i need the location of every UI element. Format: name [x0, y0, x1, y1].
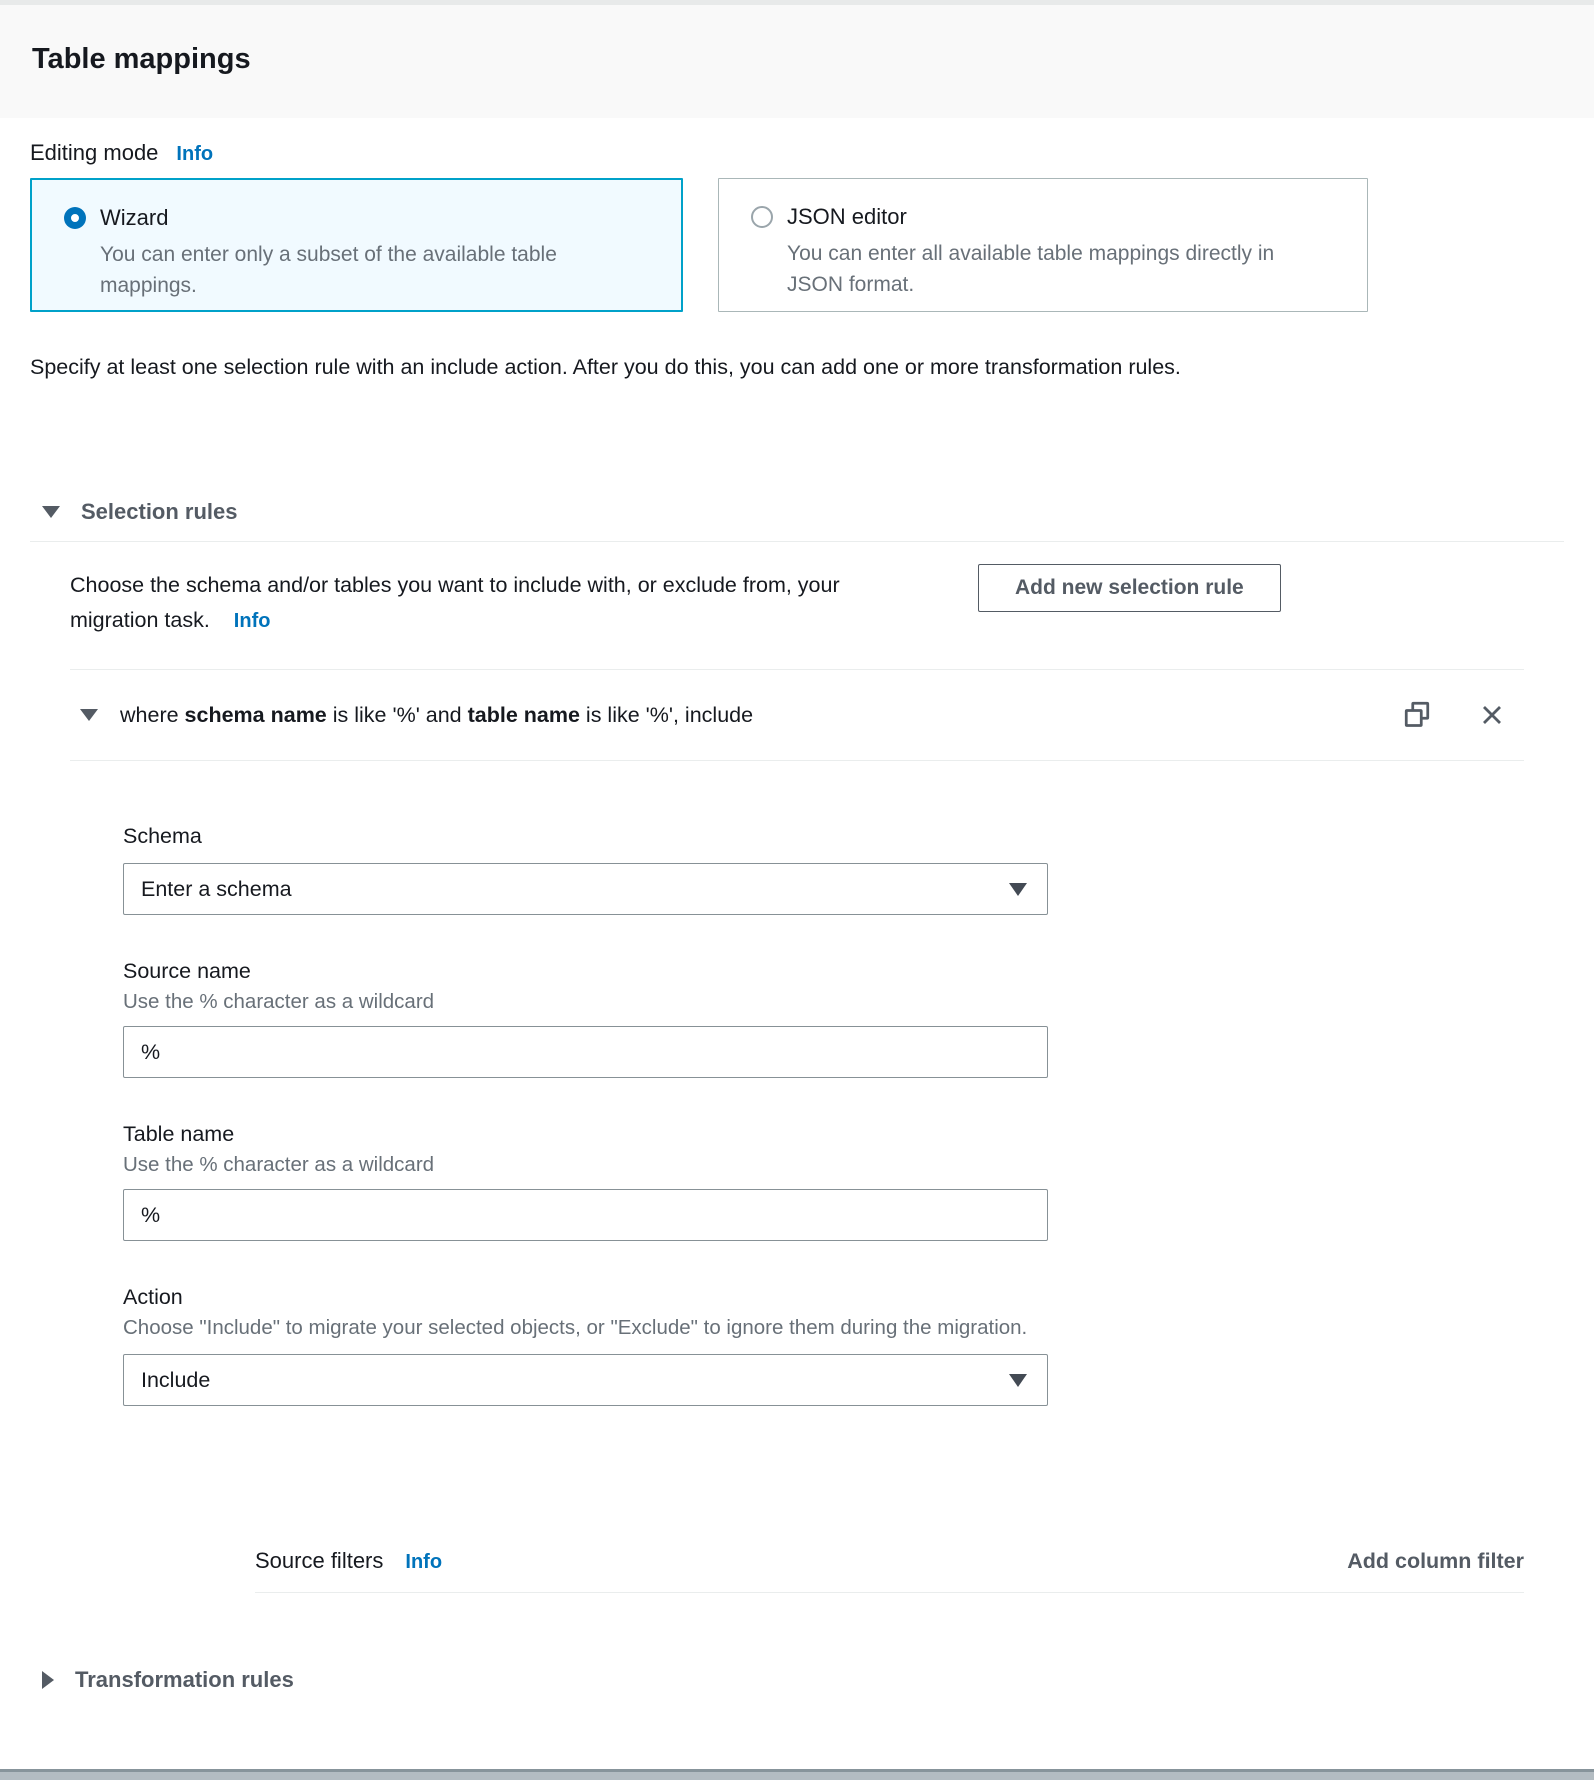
- editing-mode-label: Editing mode: [30, 140, 159, 165]
- table-mappings-panel: [0, 140, 1594, 1693]
- action-select-value: Include: [141, 1367, 211, 1392]
- editing-mode-option-json-editor[interactable]: [718, 178, 1368, 312]
- caret-right-icon[interactable]: [42, 1671, 54, 1689]
- source-name-label: Source name: [123, 959, 251, 983]
- source-filters-row: [255, 1548, 1524, 1574]
- rule-summary-part: is like '%' and: [326, 702, 468, 727]
- selection-rules-info-link[interactable]: Info: [233, 610, 271, 632]
- editing-mode-row: [30, 140, 1564, 166]
- transformation-rules-title: Transformation rules: [75, 1667, 294, 1692]
- add-column-filter-button[interactable]: Add column filter: [1347, 1549, 1524, 1573]
- selection-rules-header[interactable]: [30, 499, 1564, 525]
- add-new-selection-rule-button[interactable]: Add new selection rule: [978, 564, 1281, 612]
- table-name-input[interactable]: [123, 1189, 1048, 1241]
- editing-mode-option-wizard[interactable]: [30, 178, 683, 312]
- rule-summary-schema-name: schema name: [184, 702, 327, 727]
- source-filters-info-link[interactable]: Info: [405, 1551, 443, 1573]
- bottom-divider-strip: [0, 1769, 1594, 1780]
- duplicate-rule-button[interactable]: [1402, 700, 1432, 730]
- selection-rules-description: [70, 568, 930, 639]
- schema-label: Schema: [123, 824, 202, 848]
- page-title: Table mappings: [32, 43, 251, 75]
- close-icon: [1478, 701, 1506, 729]
- rule-summary-part: is like '%', include: [579, 702, 754, 727]
- json-editor-option-description: You can enter all available table mappings directly in JSON format.: [787, 242, 1275, 296]
- editing-mode-options: [30, 178, 1564, 312]
- copy-icon: [1402, 700, 1432, 730]
- intro-text: Specify at least one selection rule with an include action. After you do this, you can add one or more transformation rules.: [30, 355, 1181, 379]
- table-name-hint: Use the % character as a wildcard: [123, 1153, 435, 1176]
- selection-rules-description-row: [70, 564, 1524, 639]
- page-header: [0, 5, 1594, 118]
- source-name-field: [123, 958, 1524, 1078]
- action-label: Action: [123, 1285, 183, 1309]
- remove-rule-button[interactable]: [1478, 701, 1506, 729]
- caret-down-icon[interactable]: [80, 709, 98, 721]
- chevron-down-icon: [1009, 1374, 1027, 1387]
- source-name-hint: Use the % character as a wildcard: [123, 990, 435, 1013]
- divider: [30, 541, 1564, 542]
- wizard-option-label: Wizard: [100, 205, 169, 230]
- chevron-down-icon: [1009, 883, 1027, 896]
- editing-mode-info-link[interactable]: Info: [176, 143, 214, 165]
- action-select[interactable]: [123, 1354, 1048, 1406]
- schema-select[interactable]: [123, 863, 1048, 915]
- json-editor-option-label: JSON editor: [787, 204, 907, 229]
- selection-rules-title: Selection rules: [81, 499, 238, 524]
- rule-summary-part: where: [120, 702, 185, 727]
- source-name-input[interactable]: [123, 1026, 1048, 1078]
- radio-selected-icon[interactable]: [64, 207, 86, 229]
- selection-rules-description-text: Choose the schema and/or tables you want to include with, or exclude from, your migration task.: [70, 573, 840, 632]
- action-field: [123, 1284, 1524, 1406]
- schema-field: [123, 823, 1524, 915]
- selection-rule-summary: [120, 703, 753, 728]
- transformation-rules-header[interactable]: [30, 1667, 1564, 1693]
- selection-rule-form: [123, 823, 1524, 1593]
- rule-actions: [1402, 700, 1524, 730]
- table-name-field: [123, 1121, 1524, 1241]
- source-filters-label: Source filters: [255, 1548, 384, 1573]
- rule-summary-table-name: table name: [467, 702, 580, 727]
- selection-rule-row[interactable]: [70, 670, 1524, 760]
- schema-select-value: Enter a schema: [141, 876, 292, 901]
- divider: [70, 760, 1524, 761]
- caret-down-icon[interactable]: [42, 506, 60, 518]
- selection-rules-body: [70, 564, 1524, 1593]
- action-hint: Choose "Include" to migrate your selected objects, or "Exclude" to ignore them during the migration.: [123, 1316, 1028, 1339]
- divider: [255, 1592, 1524, 1593]
- radio-unselected-icon[interactable]: [751, 206, 773, 228]
- table-name-label: Table name: [123, 1122, 235, 1146]
- wizard-option-description: You can enter only a subset of the available table mappings.: [100, 243, 557, 297]
